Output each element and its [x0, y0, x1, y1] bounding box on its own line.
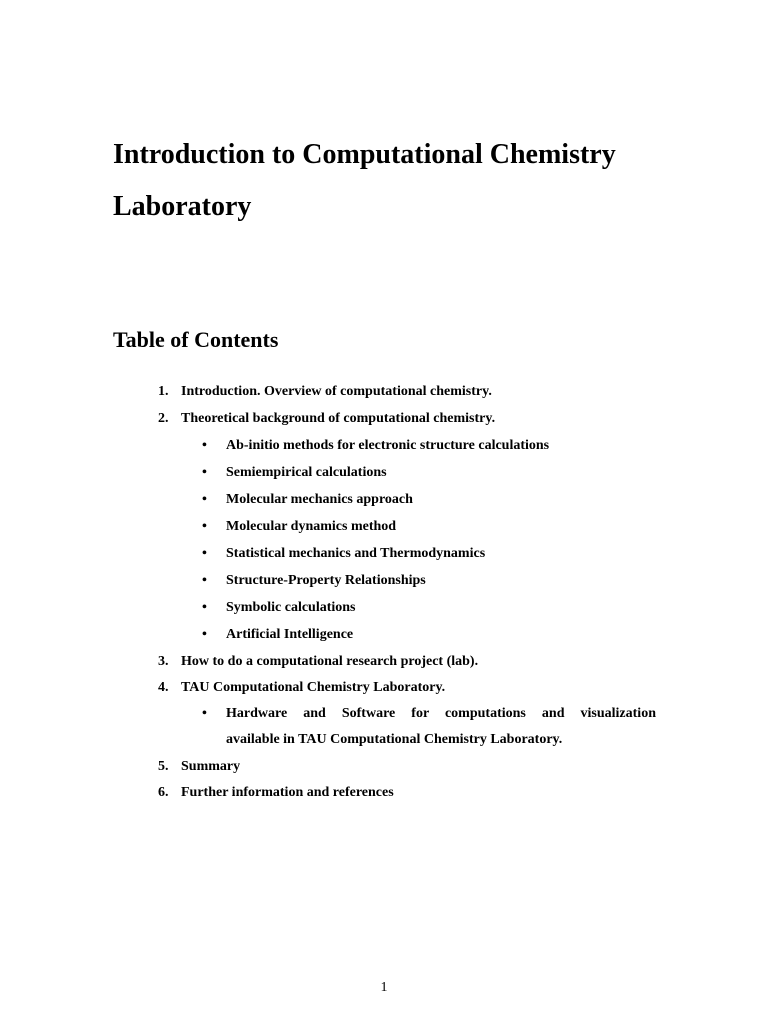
bullet-icon: • [202, 546, 207, 561]
toc-subitem-text-line-1: Hardware and Software for computations and visualization [226, 706, 656, 721]
toc-item-text: Summary [181, 759, 241, 774]
bullet-icon: • [202, 438, 207, 453]
toc-subitem-text-line-2: available in TAU Computational Chemistry Laboratory. [226, 732, 563, 747]
document-title-line-1: Introduction to Computational Chemistry [113, 139, 616, 170]
toc-subitem-text: Statistical mechanics and Thermodynamics [226, 546, 486, 561]
bullet-icon: • [202, 519, 207, 534]
toc-item-text: How to do a computational research project (lab). [181, 654, 479, 669]
toc-item-text: Theoretical background of computational chemistry. [181, 411, 496, 426]
bullet-icon: • [202, 706, 207, 721]
toc-subitem-text: Semiempirical calculations [226, 465, 387, 480]
document-title-line-2: Laboratory [113, 191, 252, 222]
toc-subitem-text: Artificial Intelligence [226, 627, 354, 642]
toc-item-text: Further information and references [181, 785, 394, 800]
toc-subitem-text: Molecular dynamics method [226, 519, 397, 534]
toc-subitem-text: Symbolic calculations [226, 600, 356, 615]
toc-item-number: 1. [158, 384, 169, 399]
toc-item-text: TAU Computational Chemistry Laboratory. [181, 680, 446, 695]
toc-item-text: Introduction. Overview of computational chemistry. [181, 384, 492, 399]
bullet-icon: • [202, 492, 207, 507]
toc-heading: Table of Contents [113, 327, 279, 352]
toc-item-number: 6. [158, 785, 169, 800]
toc-subitem-text: Structure-Property Relationships [226, 573, 426, 588]
page-number: 1 [380, 980, 388, 995]
toc-subitem-text: Molecular mechanics approach [226, 492, 413, 507]
bullet-icon: • [202, 627, 207, 642]
bullet-icon: • [202, 600, 207, 615]
toc-item-number: 4. [158, 680, 169, 695]
toc-item-number: 3. [158, 654, 169, 669]
toc-item-number: 5. [158, 759, 169, 774]
toc-subitem-text: Ab-initio methods for electronic structure calculations [226, 438, 550, 453]
bullet-icon: • [202, 465, 207, 480]
toc-item-number: 2. [158, 411, 169, 426]
bullet-icon: • [202, 573, 207, 588]
